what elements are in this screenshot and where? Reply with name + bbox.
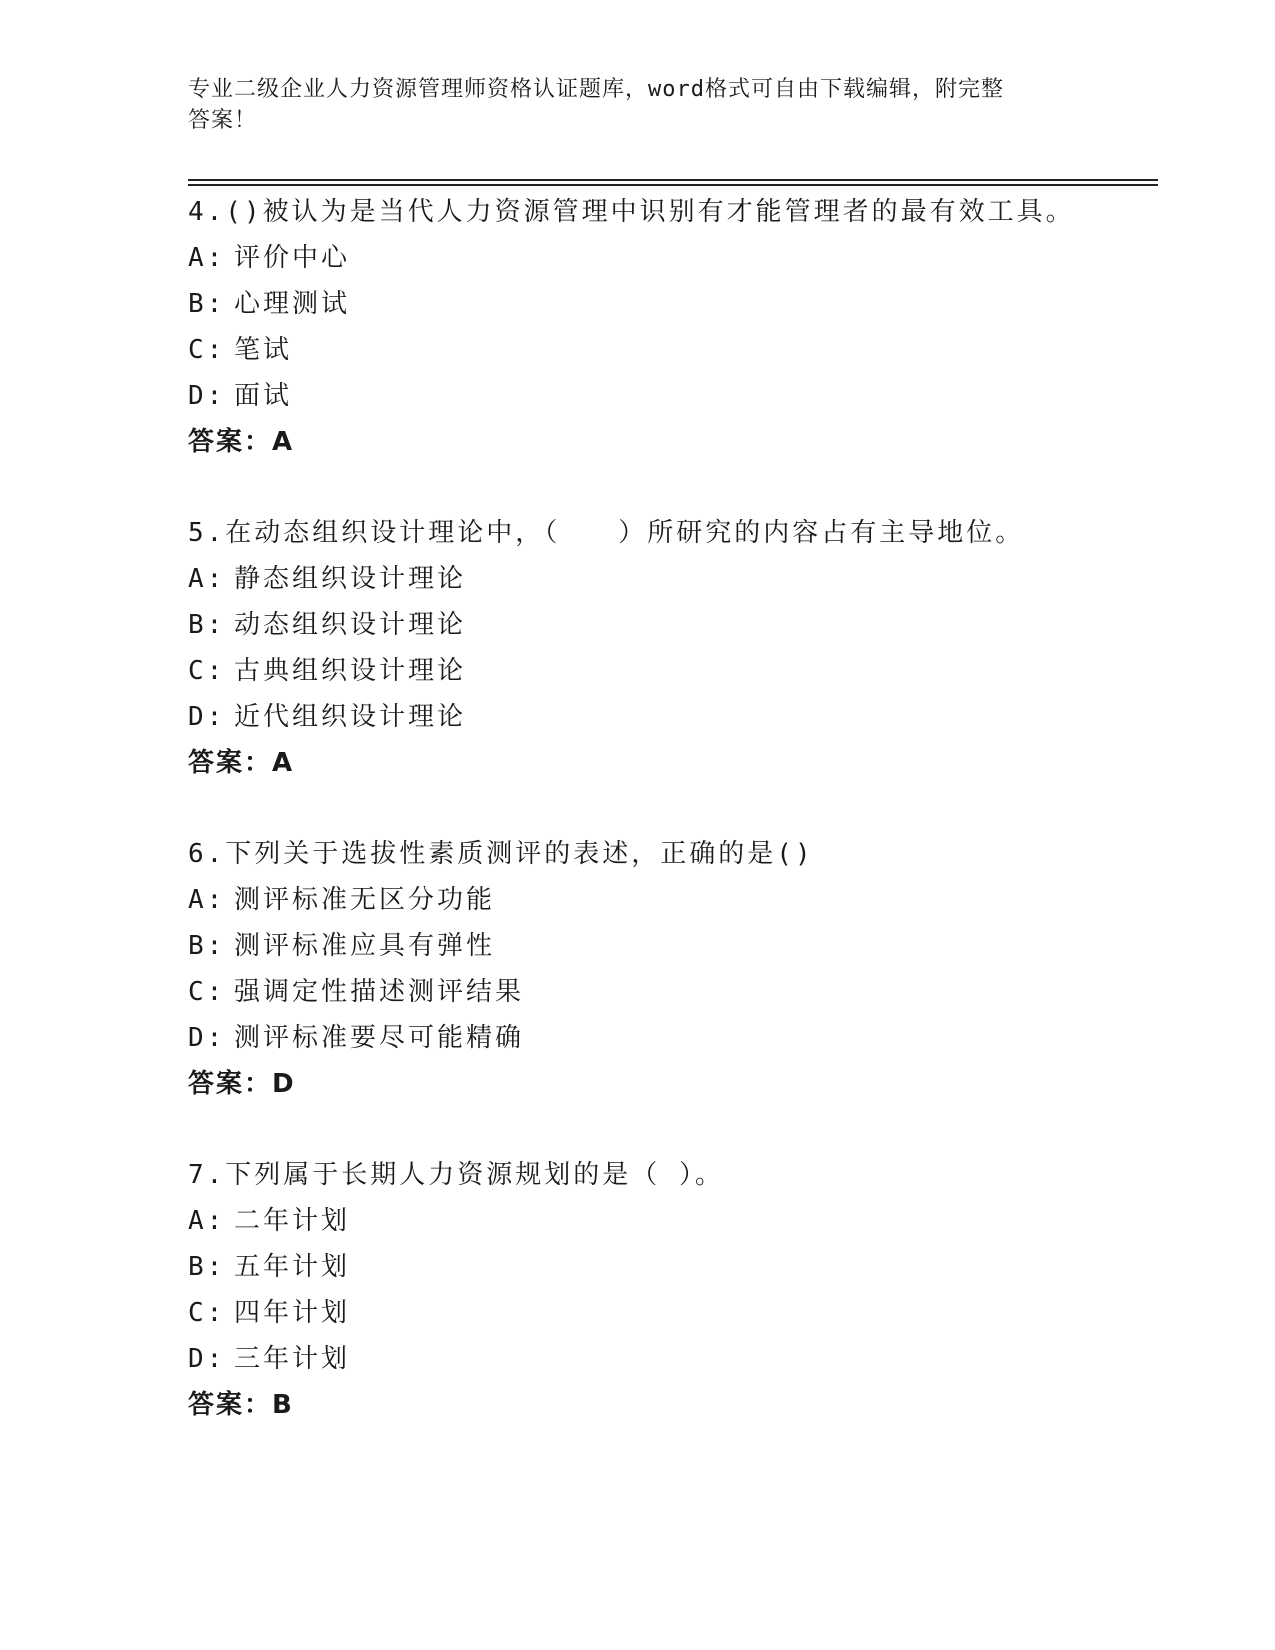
option-key: C: <box>188 335 226 365</box>
option-key: B: <box>188 931 226 961</box>
option-text: 二年计划 <box>234 1206 351 1236</box>
option-c <box>188 648 1148 694</box>
option-text: 笔试 <box>234 335 293 365</box>
option-b <box>188 923 1148 969</box>
question-stem: 6.下列关于选拔性素质测评的表述，正确的是() <box>188 839 814 869</box>
header-line-2: 答案！ <box>188 108 258 133</box>
option-text: 强调定性描述测评结果 <box>234 977 525 1007</box>
option-d <box>188 694 1148 740</box>
option-d <box>188 373 1148 419</box>
question-stem: 7.下列属于长期人力资源规划的是（ ）。 <box>188 1160 724 1190</box>
option-d <box>188 1015 1148 1061</box>
option-b <box>188 602 1148 648</box>
option-c <box>188 327 1148 373</box>
option-c <box>188 1290 1148 1336</box>
option-text: 五年计划 <box>234 1252 351 1282</box>
option-key: B: <box>188 610 226 640</box>
option-key: A: <box>188 243 226 273</box>
option-key: C: <box>188 656 226 686</box>
question-block <box>188 831 1148 1107</box>
option-text: 测评标准应具有弹性 <box>234 931 496 961</box>
answer-line: 答案：B <box>188 1390 294 1420</box>
header-divider-bottom <box>188 184 1158 186</box>
option-d <box>188 1336 1148 1382</box>
answer-line: 答案：A <box>188 427 295 457</box>
option-key: A: <box>188 564 226 594</box>
option-key: A: <box>188 1206 226 1236</box>
option-text: 评价中心 <box>234 243 351 273</box>
option-key: D: <box>188 702 226 732</box>
option-key: D: <box>188 1344 226 1374</box>
option-text: 心理测试 <box>234 289 351 319</box>
option-key: A: <box>188 885 226 915</box>
option-key: D: <box>188 381 226 411</box>
option-key: C: <box>188 977 226 1007</box>
document-header <box>188 74 1068 136</box>
option-text: 近代组织设计理论 <box>234 702 467 732</box>
question-stem: 5.在动态组织设计理论中，（ ）所研究的内容占有主导地位。 <box>188 518 1025 548</box>
option-text: 面试 <box>234 381 293 411</box>
question-stem: 4.()被认为是当代人力资源管理中识别有才能管理者的最有效工具。 <box>188 197 1075 227</box>
option-b <box>188 1244 1148 1290</box>
option-b <box>188 281 1148 327</box>
option-text: 四年计划 <box>234 1298 351 1328</box>
option-key: B: <box>188 289 226 319</box>
option-text: 三年计划 <box>234 1344 351 1374</box>
question-block <box>188 1152 1148 1428</box>
option-a <box>188 235 1148 281</box>
option-key: B: <box>188 1252 226 1282</box>
option-a <box>188 556 1148 602</box>
option-key: D: <box>188 1023 226 1053</box>
question-block <box>188 189 1148 465</box>
option-c <box>188 969 1148 1015</box>
header-divider-top <box>188 179 1158 181</box>
option-a <box>188 1198 1148 1244</box>
option-text: 测评标准要尽可能精确 <box>234 1023 525 1053</box>
question-block <box>188 510 1148 786</box>
answer-line: 答案：A <box>188 748 295 778</box>
option-text: 动态组织设计理论 <box>234 610 467 640</box>
option-text: 静态组织设计理论 <box>234 564 467 594</box>
option-text: 测评标准无区分功能 <box>234 885 496 915</box>
option-key: C: <box>188 1298 226 1328</box>
option-a <box>188 877 1148 923</box>
option-text: 古典组织设计理论 <box>234 656 467 686</box>
header-line-1: 专业二级企业人力资源管理师资格认证题库，word格式可自由下载编辑，附完整 <box>188 77 1004 102</box>
answer-line: 答案：D <box>188 1069 296 1099</box>
